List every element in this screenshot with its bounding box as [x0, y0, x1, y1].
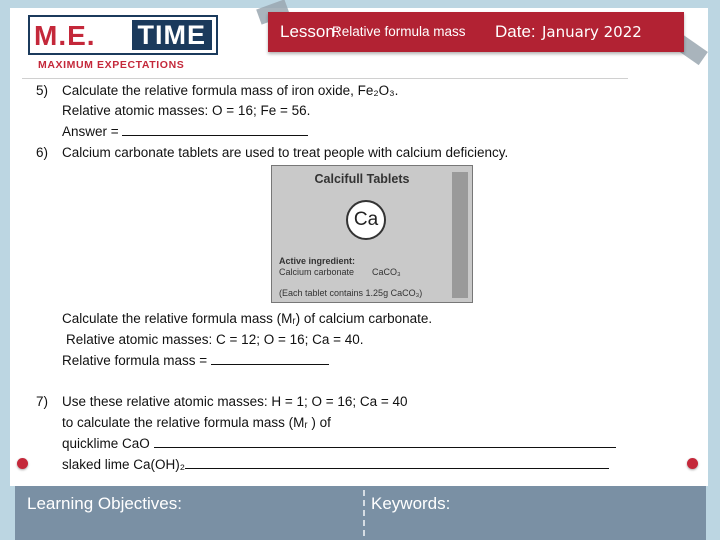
q5-answer-label: Answer = — [62, 124, 123, 139]
learning-objectives-label: Learning Objectives: — [27, 494, 182, 513]
header-divider — [22, 78, 628, 79]
q7-line2: to calculate the relative formula mass (Mᵣ ) of — [62, 415, 331, 430]
me-time-logo — [28, 15, 218, 55]
q6-number: 6) — [36, 145, 49, 160]
keywords-label: Keywords: — [371, 494, 451, 513]
q7-item-quicklime — [62, 434, 616, 453]
pushpin-right — [687, 458, 698, 469]
lesson-label: Lesson: — [280, 22, 340, 41]
quicklime-answer-blank[interactable] — [154, 434, 616, 448]
q6-answer-label: Relative formula mass = — [62, 353, 211, 368]
lesson-banner — [268, 12, 684, 52]
q6-line2: Calculate the relative formula mass (Mᵣ) of calcium carbonate. — [62, 311, 433, 326]
ingredient-formula: CaCO₃ — [372, 267, 401, 277]
q7-number: 7) — [36, 394, 49, 409]
q6-line3: Relative atomic masses: C = 12; O = 16; Ca = 40. — [66, 332, 364, 347]
date-label: Date: — [495, 22, 536, 41]
pushpin-left — [17, 458, 28, 469]
logo-tagline: MAXIMUM EXPECTATIONS — [38, 59, 185, 71]
q5-answer — [62, 122, 308, 141]
q6-answer-blank[interactable] — [211, 351, 329, 365]
tablet-note: (Each tablet contains 1.25g CaCO₃) — [279, 288, 423, 298]
tablet-title: Calcifull Tablets — [314, 172, 410, 186]
q6-answer — [62, 351, 329, 370]
footer-separator — [363, 490, 365, 536]
q5-number: 5) — [36, 83, 49, 98]
q5-line2: Relative atomic masses: O = 16; Fe = 56. — [62, 103, 311, 118]
q7-line1: Use these relative atomic masses: H = 1; O = 16; Ca = 40 — [62, 394, 408, 409]
calcium-symbol-icon: Ca — [346, 200, 386, 240]
q6-line1: Calcium carbonate tablets are used to treat people with calcium deficiency. — [62, 145, 509, 160]
logo-me-text: M.E. — [34, 20, 96, 51]
calcifull-tablet-box — [271, 165, 473, 303]
slaked-lime-label: slaked lime Ca(OH)₂ — [62, 457, 186, 472]
active-ingredient-label: Active ingredient: — [279, 256, 356, 266]
footer-bar — [15, 486, 706, 540]
quicklime-label: quicklime CaO — [62, 436, 154, 451]
q5-answer-blank[interactable] — [122, 122, 308, 136]
lesson-value: Relative formula mass — [332, 24, 466, 39]
date-value: January 2022 — [542, 23, 642, 41]
q7-item-slaked-lime — [62, 455, 609, 474]
q5-line1: Calculate the relative formula mass of iron oxide, Fe₂O₃. — [62, 83, 399, 98]
ingredient-name: Calcium carbonate — [279, 267, 355, 277]
slaked-lime-answer-blank[interactable] — [185, 455, 609, 469]
logo-time-text: TIME — [132, 20, 213, 50]
tablet-side-bar — [452, 172, 468, 298]
